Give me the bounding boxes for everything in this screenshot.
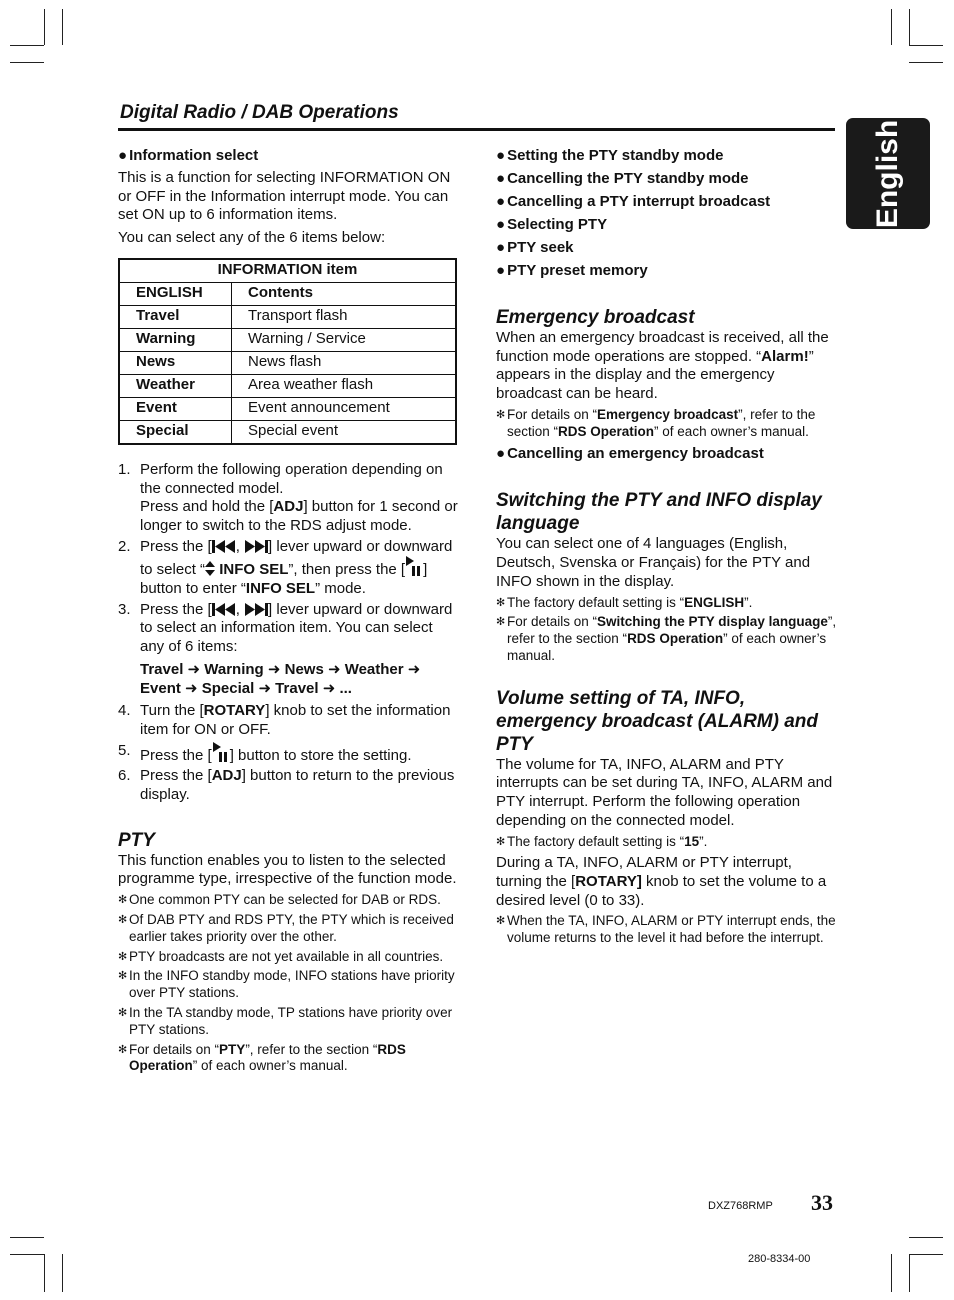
crop-mark xyxy=(891,9,892,45)
crop-mark xyxy=(10,62,44,63)
pty-note: ✻ In the TA standby mode, TP stations have priority over PTY stations. xyxy=(118,1004,453,1037)
crop-mark xyxy=(10,1254,44,1255)
step-3: 3. Press the [ , ] lever upward or downward to select an information item. You can select any of 6 items: xyxy=(118,600,453,656)
table-row xyxy=(119,305,456,328)
bullet-item: ● PTY preset memory xyxy=(496,262,648,279)
asterisk-icon: ✻ xyxy=(118,970,128,983)
crop-mark xyxy=(909,62,943,63)
table-cell-value: Event announcement xyxy=(232,397,457,420)
asterisk-icon: ✻ xyxy=(496,408,506,421)
play-pause-icon xyxy=(212,742,230,762)
information-table xyxy=(118,258,457,445)
table-row xyxy=(119,397,456,420)
play-pause-icon xyxy=(405,556,423,576)
bullet-icon: ● xyxy=(496,193,506,210)
pty-body: This function enables you to listen to the selected programme type, irrespective of the function mode. xyxy=(118,851,457,888)
crop-mark xyxy=(909,1254,943,1255)
asterisk-icon: ✻ xyxy=(118,1006,128,1019)
asterisk-icon: ✻ xyxy=(496,915,506,928)
asterisk-icon: ✻ xyxy=(118,950,128,963)
pty-note: ✻ In the INFO standby mode, INFO stations have priority over PTY stations. xyxy=(118,968,455,1001)
info-select-heading: ● Information select xyxy=(118,147,259,164)
asterisk-icon: ✻ xyxy=(118,894,128,907)
pty-note: ✻ One common PTY can be selected for DAB or RDS. xyxy=(118,892,441,908)
up-down-arrow-icon xyxy=(205,561,215,576)
crop-mark xyxy=(10,1237,44,1238)
bullet-item: ● PTY seek xyxy=(496,239,574,256)
info-intro: This is a function for selecting INFORMATION ON or OFF in the Information interrupt mode. You can set ON up to 6 information items. xyxy=(118,169,451,224)
header-rule xyxy=(118,128,835,131)
crop-mark xyxy=(10,45,44,46)
emergency-heading: Emergency broadcast xyxy=(496,307,695,328)
language-tab xyxy=(846,118,930,229)
volume-note: ✻ The factory default setting is “15”. xyxy=(496,833,708,849)
pty-heading: PTY xyxy=(118,829,155,851)
switch-note: ✻ The factory default setting is “ENGLISH”. xyxy=(496,594,753,610)
table-cell-value: Special event xyxy=(232,420,457,444)
emergency-note: ✻ For details on “Emergency broadcast”, refer to the section “RDS Operation” of each owner’s manual. xyxy=(496,406,816,439)
step-4: 4. Turn the [ROTARY] knob to set the information item for ON or OFF. xyxy=(118,702,451,738)
table-row xyxy=(119,351,456,374)
pty-note: ✻ PTY broadcasts are not yet available in all countries. xyxy=(118,948,444,964)
pty-note: ✻ For details on “PTY”, refer to the section “RDS Operation” of each owner’s manual. xyxy=(118,1041,406,1074)
table-cell-key: Event xyxy=(119,397,232,420)
crop-mark xyxy=(909,1254,910,1292)
bullet-item: ● Cancelling a PTY interrupt broadcast xyxy=(496,193,771,210)
table-row xyxy=(119,420,456,444)
step-5: 5. Press the [ ] button to store the setting. xyxy=(118,741,412,764)
table-cell-key: News xyxy=(119,351,232,374)
bullet-icon: ● xyxy=(496,262,506,279)
bullet-icon: ● xyxy=(496,445,506,463)
asterisk-icon: ✻ xyxy=(496,835,506,848)
table-cell-value: Area weather flash xyxy=(232,374,457,397)
crop-mark xyxy=(44,1254,45,1292)
skip-forward-icon xyxy=(244,540,268,553)
volume-body2: During a TA, INFO, ALARM or PTY interrupt, turning the [ROTARY] knob to set the volume to a desired level (0 to 33). xyxy=(496,854,827,909)
info-intro2: You can select any of the 6 items below: xyxy=(118,229,386,247)
pty-note: ✻ Of DAB PTY and RDS PTY, the PTY which is received earlier takes priority over the other. xyxy=(118,911,454,944)
table-cell-key: Weather xyxy=(119,374,232,397)
section-title: Digital Radio / DAB Operations xyxy=(120,102,399,123)
bullet-icon: ● xyxy=(496,170,506,187)
step-1: 1. Perform the following operation depending on the connected model. Press and hold the [ADJ] button for 1 second or longer to switch to the RDS adjust mode. xyxy=(118,460,458,534)
skip-back-icon xyxy=(212,603,236,616)
bullet-icon: ● xyxy=(496,216,506,233)
item-sequence: Travel ➜ Warning ➜ News ➜ Weather ➜ Event ➜ Special ➜ Travel ➜ ... xyxy=(140,660,421,697)
page-number: 33 xyxy=(811,1190,833,1215)
table-cell-key: Travel xyxy=(119,305,232,328)
crop-mark xyxy=(909,1237,943,1238)
volume-heading: Volume setting of TA, INFO, emergency broadcast (ALARM) and PTY xyxy=(496,687,819,755)
table-header-english: ENGLISH xyxy=(119,282,232,305)
crop-mark xyxy=(62,9,63,45)
bullet-item: ● Setting the PTY standby mode xyxy=(496,147,724,164)
model-number: DXZ768RMP xyxy=(708,1200,773,1212)
table-cell-key: Warning xyxy=(119,328,232,351)
steps-list-cont xyxy=(118,702,458,805)
document-code: 280-8334-00 xyxy=(748,1253,811,1265)
steps-list xyxy=(118,461,458,657)
switch-note: ✻ For details on “Switching the PTY display language”, refer to the section “RDS Operation” of each owner’s manual. xyxy=(496,614,837,663)
asterisk-icon: ✻ xyxy=(118,913,128,926)
table-caption: INFORMATION item xyxy=(119,259,456,283)
asterisk-icon: ✻ xyxy=(496,596,506,609)
step-6: 6. Press the [ADJ] button to return to the previous display. xyxy=(118,767,455,804)
crop-mark xyxy=(44,9,45,45)
language-tab-label: English xyxy=(871,119,904,229)
table-cell-value: Warning / Service xyxy=(232,328,457,351)
switch-language-body: You can select one of 4 languages (English, Deutsch, Svenska or Français) for the PTY and INFO shown in the display. xyxy=(496,535,811,590)
table-header-contents: Contents xyxy=(232,282,457,305)
bullet-item: ● Cancelling the PTY standby mode xyxy=(496,170,749,187)
bullet-item: ● Selecting PTY xyxy=(496,216,608,233)
volume-body: The volume for TA, INFO, ALARM and PTY interrupts can be set during TA, INFO, ALARM and PTY interrupt. Perform the following operation depending on the connected model. xyxy=(496,755,833,829)
volume-note: ✻ When the TA, INFO, ALARM or PTY interrupt ends, the volume returns to the level it had before the interrupt. xyxy=(496,913,836,946)
crop-mark xyxy=(891,1254,892,1292)
bullet-icon: ● xyxy=(118,147,128,164)
asterisk-icon: ✻ xyxy=(496,616,506,629)
bullet-icon: ● xyxy=(496,147,506,164)
left-column xyxy=(118,146,458,1075)
table-cell-value: News flash xyxy=(232,351,457,374)
skip-forward-icon xyxy=(244,603,268,616)
right-column xyxy=(496,146,841,947)
crop-mark xyxy=(62,1254,63,1292)
emergency-body: When an emergency broadcast is received, all the function mode operations are stopped. “Alarm!” appears in the display and the emergency broadcast can be heard. xyxy=(496,329,829,403)
table-cell-key: Special xyxy=(119,420,232,444)
bullet-icon: ● xyxy=(496,239,506,256)
table-cell-value: Transport flash xyxy=(232,305,457,328)
table-row xyxy=(119,374,456,397)
table-row xyxy=(119,328,456,351)
asterisk-icon: ✻ xyxy=(118,1043,128,1056)
step-2: 2. Press the [ , ] lever upward or downward to select “ INFO SEL”, then press the [ ] button to enter “INFO SEL” mode. xyxy=(118,537,453,598)
cancel-emergency-heading: ● Cancelling an emergency broadcast xyxy=(496,445,764,463)
crop-mark xyxy=(909,9,910,45)
switch-language-heading: Switching the PTY and INFO display language xyxy=(496,490,822,535)
skip-back-icon xyxy=(212,540,236,553)
crop-mark xyxy=(909,45,943,46)
